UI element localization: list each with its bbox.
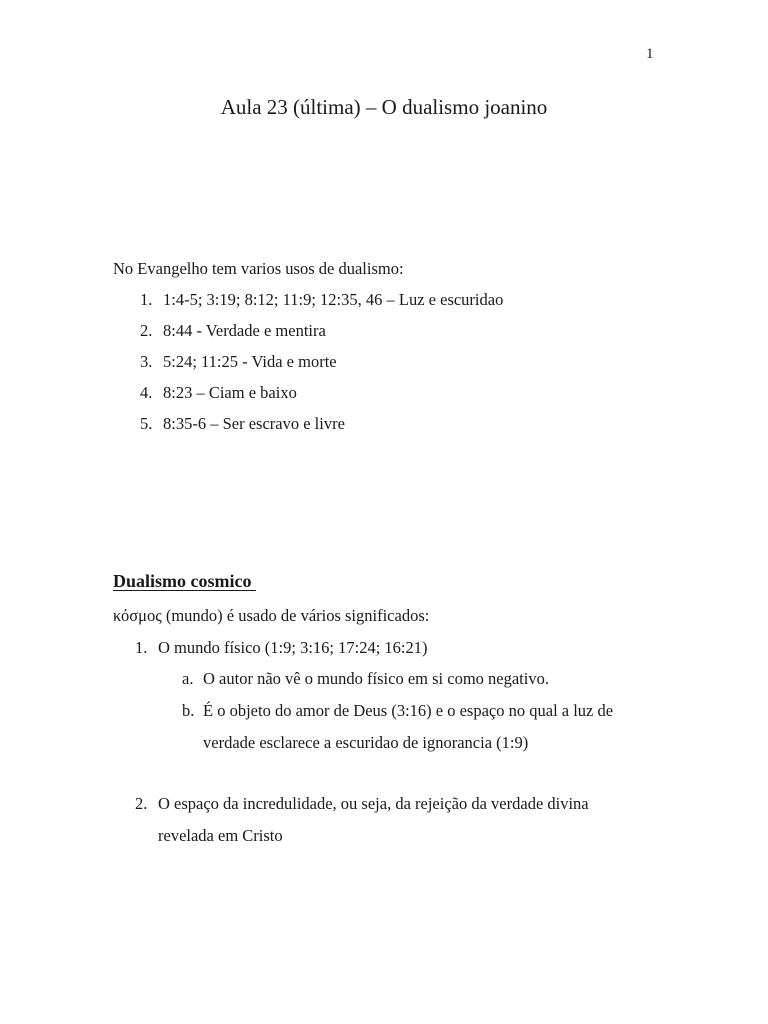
list-item: 8:35-6 – Ser escravo e livre xyxy=(163,414,345,433)
list-item: 1:4-5; 3:19; 8:12; 11:9; 12:35, 46 – Luz e escuridao xyxy=(163,290,504,309)
list-item-number: 2. xyxy=(135,794,148,813)
list-item-number: 1. xyxy=(140,290,153,309)
list-item-number: 3. xyxy=(140,352,153,371)
section-intro: κόσμος (mundo) é usado de vários significados: xyxy=(113,606,430,625)
list-item-number: 1. xyxy=(135,638,148,657)
section-heading: Dualismo cosmico xyxy=(113,571,256,591)
sublist-item-letter: a. xyxy=(182,669,194,688)
sublist-item-line: verdade esclarece a escuridao de ignorancia (1:9) xyxy=(203,733,529,752)
sublist-item: O autor não vê o mundo físico em si como negativo. xyxy=(203,669,549,688)
sublist-item-line: É o objeto do amor de Deus (3:16) e o espaço no qual a luz de xyxy=(203,701,614,720)
list-item-number: 4. xyxy=(140,383,153,402)
document-title: Aula 23 (última) – O dualismo joanino xyxy=(220,95,548,119)
list-item-line: O espaço da incredulidade, ou seja, da rejeição da verdade divina xyxy=(158,794,589,813)
list-item-line: revelada em Cristo xyxy=(158,826,283,845)
intro-paragraph: No Evangelho tem varios usos de dualismo: xyxy=(113,259,404,278)
page-number: 1 xyxy=(646,46,654,62)
list-item-number: 2. xyxy=(140,321,153,340)
list-item: O mundo físico (1:9; 3:16; 17:24; 16:21) xyxy=(158,638,428,657)
list-item-number: 5. xyxy=(140,414,153,433)
sublist-item-letter: b. xyxy=(182,701,195,720)
list-item: 8:44 - Verdade e mentira xyxy=(163,321,326,340)
list-item: 8:23 – Ciam e baixo xyxy=(163,383,297,402)
list-item: 5:24; 11:25 - Vida e morte xyxy=(163,352,337,371)
